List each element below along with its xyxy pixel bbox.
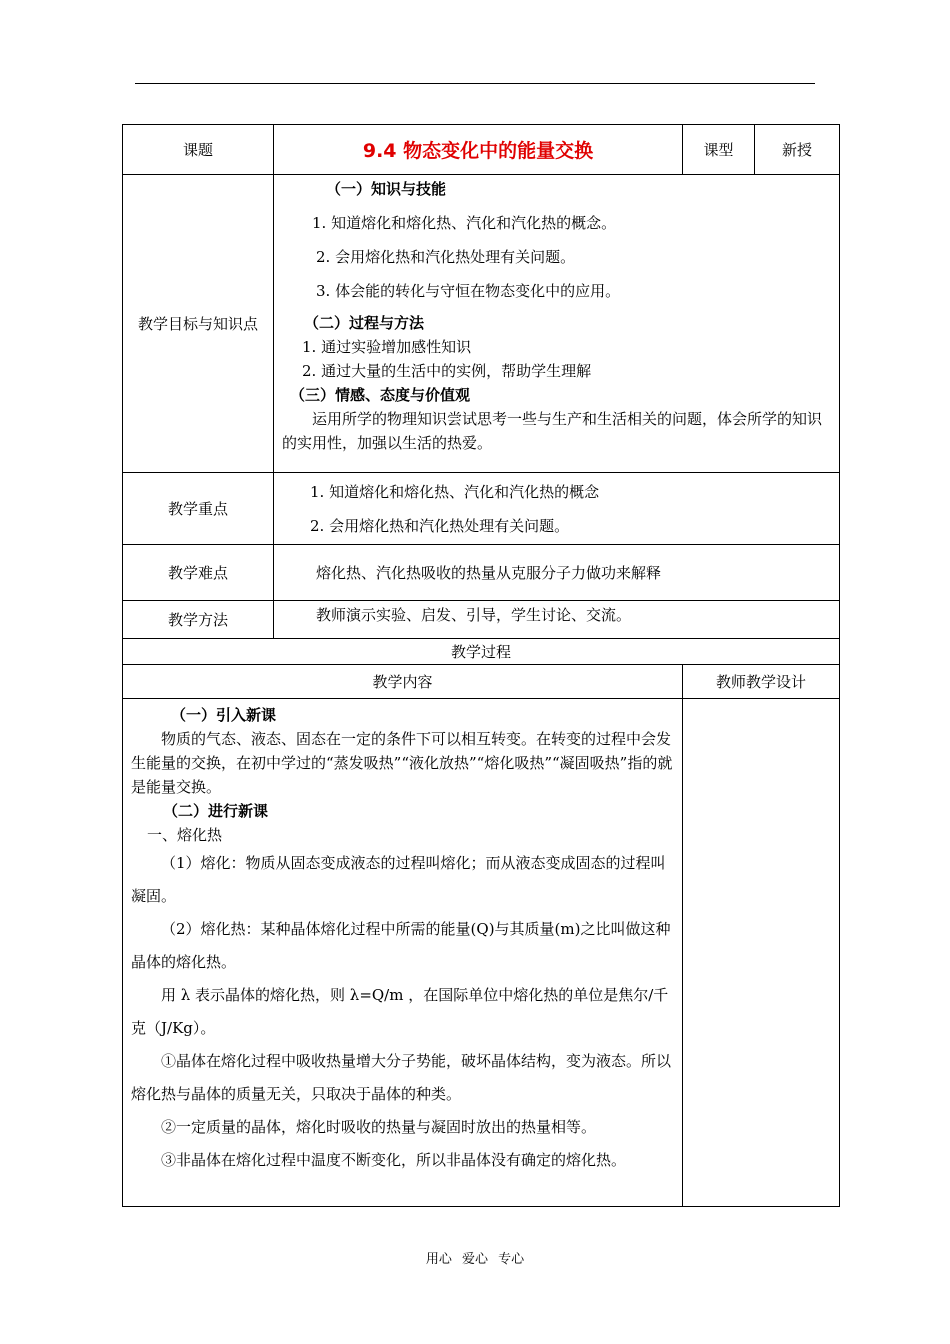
process-heading-1: （一）引入新课 <box>171 706 277 724</box>
melting-heat-formula: 用 λ 表示晶体的熔化热，则 λ=Q/m ，在国际单位中熔化热的单位是焦尔/千克（J/Kg）。 <box>131 986 669 1037</box>
objectives-heading-1: （一）知识与技能 <box>326 180 447 198</box>
key-point-1: 1. 知道熔化和熔化热、汽化和汽化热的概念 <box>310 482 600 501</box>
definition-melting-heat: （2）熔化热：某种晶体熔化过程中所需的能量(Q)与其质量(m)之比叫做这种晶体的熔化热。 <box>131 920 671 971</box>
lesson-title: 9.4 物态变化中的能量交换 <box>274 125 683 175</box>
objective-knowledge-2: 2. 会用熔化热和汽化热处理有关问题。 <box>316 248 576 266</box>
note-2: ②一定质量的晶体，熔化时吸收的热量与凝固时放出的热量相等。 <box>161 1118 597 1136</box>
key-points-label: 教学重点 <box>123 473 274 545</box>
method-label: 教学方法 <box>123 601 274 639</box>
footer-word-3: 专心 <box>498 1252 525 1267</box>
objective-emotion-1: 运用所学的物理知识尝试思考一些与生产和生活相关的问题，体会所学的知识的实用性，加强以生活的热爱。 <box>282 410 823 452</box>
header-rule <box>135 83 815 84</box>
footer-word-2: 爱心 <box>461 1252 488 1267</box>
section-melting-heat: 一、熔化热 <box>147 826 223 844</box>
objective-process-1: 1. 通过实验增加感性知识 <box>302 338 472 356</box>
type-label: 课型 <box>683 125 755 175</box>
method-text: 教师演示实验、启发、引导，学生讨论、交流。 <box>274 601 840 639</box>
definition-melting: （1）熔化：物质从固态变成液态的过程叫熔化；而从液态变成固态的过程叫凝固。 <box>131 854 666 905</box>
design-header: 教师教学设计 <box>683 665 840 699</box>
content-header: 教学内容 <box>123 665 683 699</box>
topic-label: 课题 <box>123 125 274 175</box>
objective-knowledge-1: 1. 知道熔化和熔化热、汽化和汽化热的概念。 <box>312 214 617 232</box>
objective-process-2: 2. 通过大量的生活中的实例，帮助学生理解 <box>302 362 592 380</box>
note-1: ①晶体在熔化过程中吸收热量增大分子势能，破坏晶体结构，变为液态。所以熔化热与晶体的质量无关，只取决于晶体的种类。 <box>131 1052 672 1103</box>
objectives-label: 教学目标与知识点 <box>123 175 274 473</box>
process-intro: 物质的气态、液态、固态在一定的条件下可以相互转变。在转变的过程中会发生能量的交换，在初中学过的“蒸发吸热”“液化放热”“熔化吸热”“凝固吸热”指的就是能量交换。 <box>131 730 673 796</box>
objectives-heading-2: （二）过程与方法 <box>304 314 425 332</box>
note-3: ③非晶体在熔化过程中温度不断变化，所以非晶体没有确定的熔化热。 <box>161 1151 627 1169</box>
design-cell <box>683 699 840 1207</box>
difficulty-text: 熔化热、汽化热吸收的热量从克服分子力做功来解释 <box>274 545 840 601</box>
difficulty-label: 教学难点 <box>123 545 274 601</box>
type-value: 新授 <box>755 125 840 175</box>
process-content <box>123 699 683 1207</box>
process-heading-2: （二）进行新课 <box>163 802 269 820</box>
key-point-2: 2. 会用熔化热和汽化热处理有关问题。 <box>310 516 570 535</box>
objective-knowledge-3: 3. 体会能的转化与守恒在物态变化中的应用。 <box>316 282 621 300</box>
footer <box>0 1248 950 1267</box>
process-header: 教学过程 <box>123 639 840 665</box>
objectives-heading-3: （三）情感、态度与价值观 <box>290 386 471 404</box>
footer-word-1: 用心 <box>425 1252 452 1267</box>
lesson-plan-table <box>122 124 839 1207</box>
